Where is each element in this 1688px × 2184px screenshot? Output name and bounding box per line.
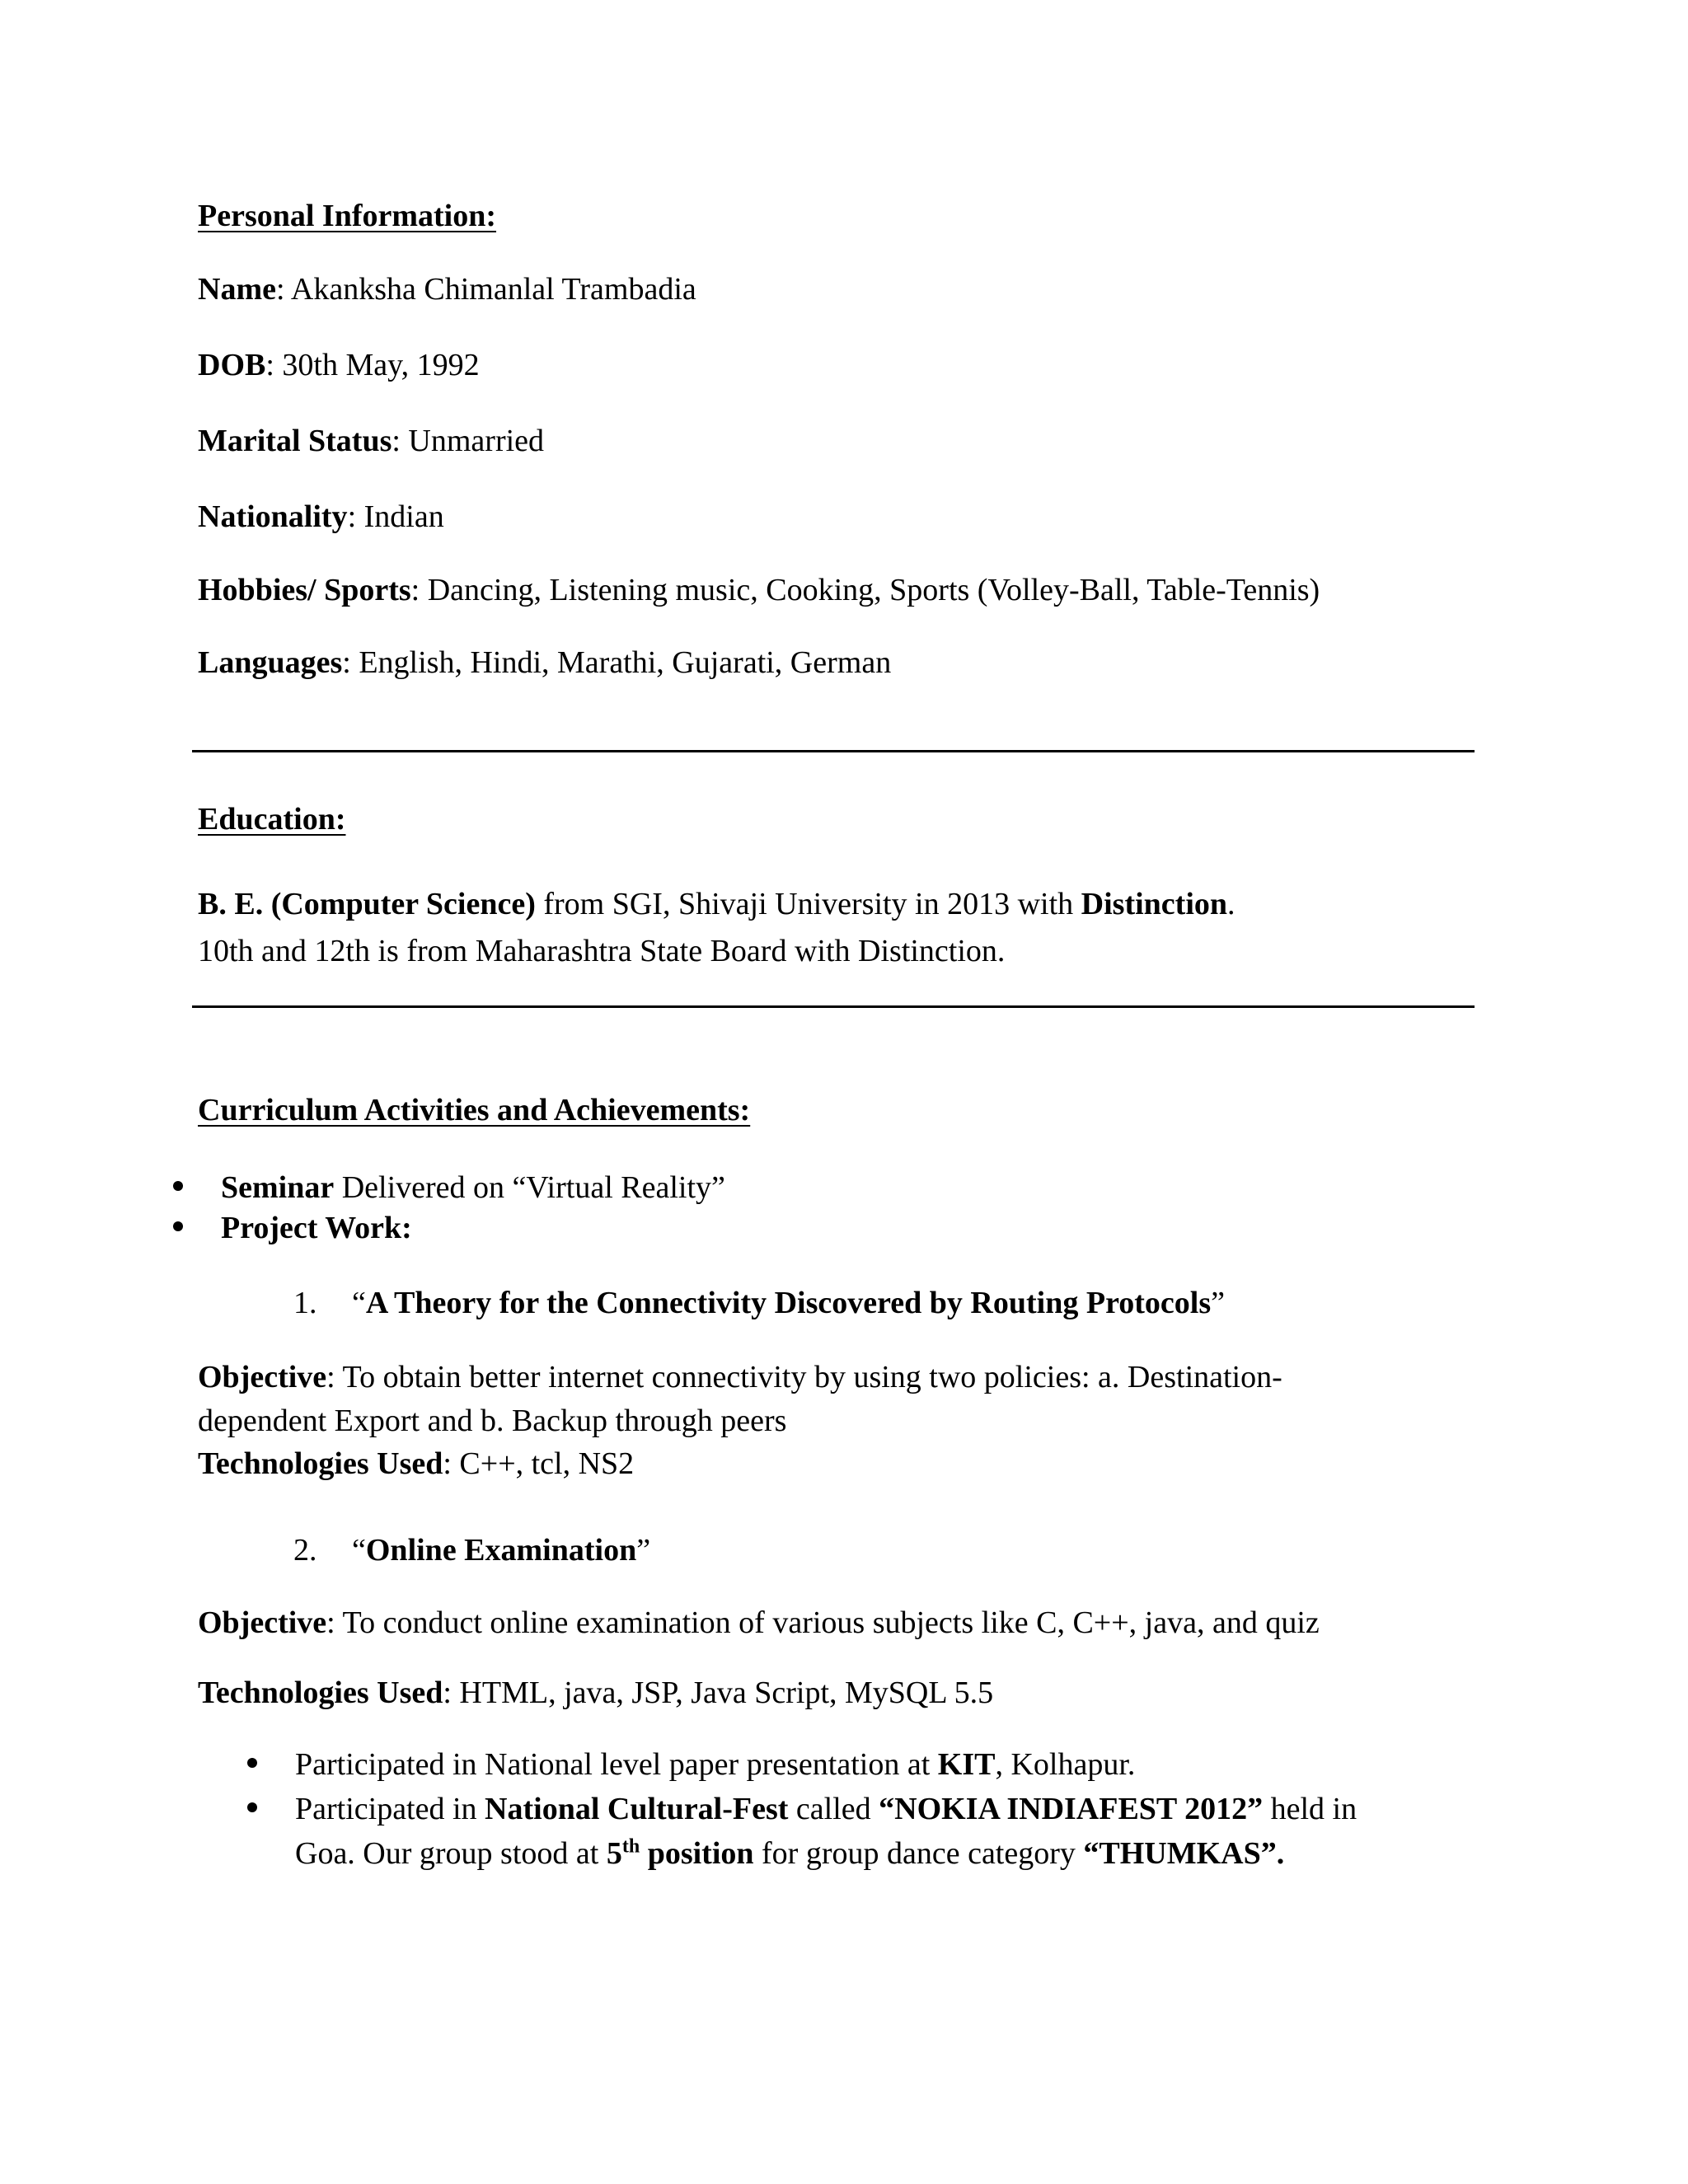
project2-objective-label: Objective (198, 1605, 327, 1640)
name-label: Name (198, 272, 276, 307)
participation2-position-number: 5 (606, 1836, 622, 1871)
participation1-end: , Kolhapur. (995, 1747, 1136, 1782)
participation2-position-suffix: th (621, 1835, 640, 1858)
dob-value: : 30th May, 1992 (265, 348, 480, 382)
project2-tech-line (198, 1677, 993, 1708)
languages-label: Languages (198, 645, 343, 680)
project2-tech-value: : HTML, java, JSP, Java Script, MySQL 5.5 (443, 1675, 994, 1710)
participation2-bold2: “NOKIA INDIAFEST 2012” (879, 1792, 1264, 1826)
school-line: 10th and 12th is from Maharashtra State Board with Distinction. (198, 934, 1006, 968)
participation2-text3: held in (1263, 1792, 1357, 1826)
project-work-label (221, 1212, 412, 1244)
divider (192, 1005, 1475, 1008)
participation1-text: Participated in National level paper presentation at (295, 1747, 938, 1782)
participation2-text2: called (788, 1792, 879, 1826)
participation2-category: “THUMKAS”. (1083, 1836, 1285, 1871)
activities-heading: Curriculum Activities and Achievements: (198, 1093, 751, 1127)
project2-title: Online Examination (365, 1533, 637, 1568)
project1-tech-label: Technologies Used (198, 1446, 443, 1481)
name-line (198, 274, 696, 305)
dob-label: DOB (198, 348, 266, 382)
project1-title: A Theory for the Connectivity Discovered by Routing Protocols (365, 1286, 1212, 1320)
seminar-label: Seminar (221, 1170, 335, 1205)
project1-objective-label: Objective (198, 1360, 327, 1394)
project1-number: 1. (293, 1286, 317, 1320)
degree-text: from SGI, Shivaji University in 2013 with (535, 887, 1081, 921)
hobbies-value: : Dancing, Listening music, Cooking, Sports (Volley-Ball, Table-Tennis) (410, 573, 1320, 607)
hobbies-line (198, 574, 1320, 606)
languages-line (198, 647, 891, 678)
degree-line (198, 888, 1236, 920)
participation1-line (295, 1749, 1135, 1780)
nationality-line (198, 501, 444, 532)
bullet-icon (173, 1181, 183, 1191)
project2-number: 2. (293, 1533, 317, 1568)
project2-tech-label: Technologies Used (198, 1675, 443, 1710)
project1-tech-line (198, 1448, 634, 1479)
project1-title-line (352, 1287, 1225, 1319)
degree-distinction: Distinction (1081, 887, 1228, 921)
project1-objective-text1: : To obtain better internet connectivity by using two policies: a. Destination- (326, 1360, 1282, 1394)
participation2-position-word: position (640, 1836, 754, 1871)
divider (192, 750, 1475, 752)
project1-tech-value: : C++, tcl, NS2 (443, 1446, 635, 1481)
bullet-icon (247, 1758, 257, 1768)
bullet-icon (247, 1802, 257, 1812)
project2-quote-close: ” (636, 1533, 651, 1568)
participation2-line2-text2: for group dance category (753, 1836, 1084, 1871)
project2-title-line (352, 1535, 650, 1566)
participation1-bold: KIT (937, 1747, 996, 1782)
name-value: : Akanksha Chimanlal Trambadia (275, 272, 696, 307)
bullet-icon (173, 1221, 183, 1231)
participation2-line2 (295, 1835, 1285, 1871)
participation2-text1: Participated in (295, 1792, 485, 1826)
project1-objective-line1 (198, 1361, 1282, 1393)
personal-info-heading: Personal Information: (198, 199, 497, 233)
project1-quote-close: ” (1211, 1286, 1225, 1320)
marital-value: : Unmarried (392, 424, 545, 458)
languages-value: : English, Hindi, Marathi, Gujarati, German (342, 645, 892, 680)
nationality-label: Nationality (198, 499, 348, 534)
project1-quote-open: “ (352, 1286, 366, 1320)
degree-end: . (1227, 887, 1236, 921)
participation2-line2-text1: Goa. Our group stood at (295, 1836, 607, 1871)
participation2-line1 (295, 1793, 1357, 1825)
project-work-text: Project Work: (221, 1211, 412, 1245)
project2-quote-open: “ (352, 1533, 366, 1568)
hobbies-label: Hobbies/ Sports (198, 573, 411, 607)
seminar-text: Delivered on “Virtual Reality” (334, 1170, 725, 1205)
project1-objective-line2: dependent Export and b. Backup through peers (198, 1404, 787, 1438)
participation2-bold1: National Cultural-Fest (485, 1792, 789, 1826)
nationality-value: : Indian (347, 499, 444, 534)
marital-line (198, 425, 544, 457)
seminar-line (221, 1172, 725, 1203)
education-heading: Education: (198, 802, 346, 837)
degree-name: B. E. (Computer Science) (198, 887, 536, 921)
marital-label: Marital Status (198, 424, 392, 458)
project2-objective-text: : To conduct online examination of various subjects like C, C++, java, and quiz (326, 1605, 1320, 1640)
project2-objective-line (198, 1607, 1320, 1638)
dob-line (198, 349, 480, 381)
